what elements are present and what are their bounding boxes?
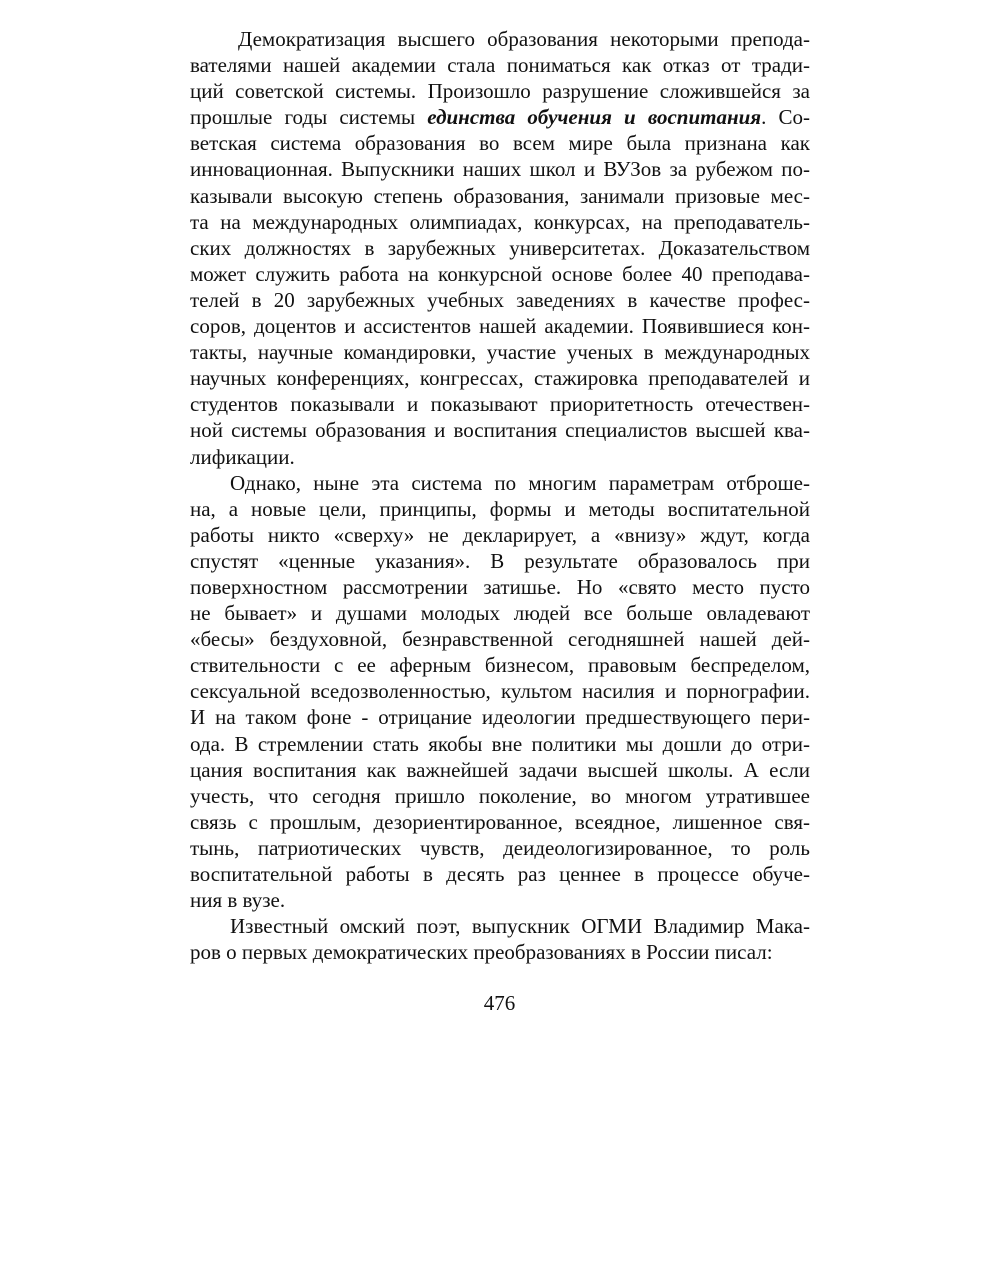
- text-line: та на международных олимпиадах, конкурсах, на преподаватель-: [190, 209, 810, 234]
- paragraph: [190, 470, 810, 914]
- text-line: «бесы» бездуховной, безнравственной сегодняшней нашей дей-: [190, 627, 810, 652]
- text-line: студентов показывали и показывают приоритетность отечествен-: [190, 392, 810, 417]
- text-line: учесть, что сегодня пришло поколение, во многом утратившее: [190, 783, 810, 808]
- page-number: 476: [483, 991, 516, 1015]
- text-run: прошлые годы системы: [190, 105, 428, 130]
- text-line: спустят «ценные указания». В результате образовалось при: [190, 548, 810, 573]
- text-line: ветская система образования во всем мире была признана как: [190, 131, 810, 156]
- text-line: лификации.: [190, 444, 295, 469]
- body-text: [190, 26, 810, 965]
- text-line: ной системы образования и воспитания специалистов высшей ква-: [190, 418, 810, 443]
- text-line: сексуальной вседозволенностью, культом насилия и порнографии.: [190, 679, 810, 704]
- text-line: инновационная. Выпускники наших школ и ВУЗов за рубежом по-: [190, 157, 810, 182]
- text-line: работы никто «сверху» не декларирует, а «внизу» ждут, когда: [190, 522, 810, 547]
- paragraph: [190, 913, 810, 965]
- text-run: . Со-: [761, 105, 810, 130]
- text-line: Однако, ныне эта система по многим параметрам отброше-: [230, 470, 810, 495]
- paragraph: [190, 26, 810, 470]
- text-line: может служить работа на конкурсной основе более 40 преподава-: [190, 261, 810, 286]
- text-line: ских должностях в зарубежных университетах. Доказательством: [190, 235, 810, 260]
- text-line: ния в вузе.: [190, 888, 286, 913]
- text-line: И на таком фоне - отрицание идеологии предшествующего пери-: [190, 705, 810, 730]
- text-line: ствительности с ее аферным бизнесом, правовым беспределом,: [190, 653, 810, 678]
- text-line: тынь, патриотических чувств, деидеологизированное, то роль: [190, 835, 810, 860]
- text-line: Известный омский поэт, выпускник ОГМИ Владимир Мака-: [230, 914, 810, 939]
- text-line: ций советской системы. Произошло разрушение сложившейся за: [190, 79, 810, 104]
- text-line: вателями нашей академии стала пониматься как отказ от тради-: [190, 53, 810, 78]
- text-line: воспитательной работы в десять раз ценнее в процессе обуче-: [190, 862, 810, 886]
- text-line: ров о первых демократических преобразованиях в России писал:: [190, 940, 773, 965]
- text-line: цания воспитания как важнейшей задачи высшей школы. А если: [190, 757, 810, 782]
- text-line: Демократизация высшего образования некоторыми препода-: [238, 27, 810, 51]
- text-line: телей в 20 зарубежных учебных заведениях в качестве профес-: [190, 287, 810, 312]
- text-line: на, а новые цели, принципы, формы и методы воспитательной: [190, 496, 810, 521]
- text-line: [190, 104, 810, 130]
- text-line: связь с прошлым, дезориентированное, всеядное, лишенное свя-: [190, 809, 810, 834]
- text-line: ода. В стремлении стать якобы вне политики мы дошли до отри-: [190, 731, 810, 756]
- text-line: соров, доцентов и ассистентов нашей академии. Появившиеся кон-: [190, 314, 810, 339]
- text-line: не бывает» и душами молодых людей все больше овладевают: [190, 601, 810, 626]
- emphasis-text: единства обучения и воспитания: [427, 105, 762, 130]
- text-line: научных конференциях, конгрессах, стажировка преподавателей и: [190, 366, 810, 391]
- text-line: такты, научные командировки, участие ученых в международных: [190, 340, 810, 365]
- text-line: поверхностном рассмотрении затишье. Но «свято место пусто: [190, 574, 810, 599]
- text-line: казывали высокую степень образования, занимали призовые мес-: [190, 183, 810, 208]
